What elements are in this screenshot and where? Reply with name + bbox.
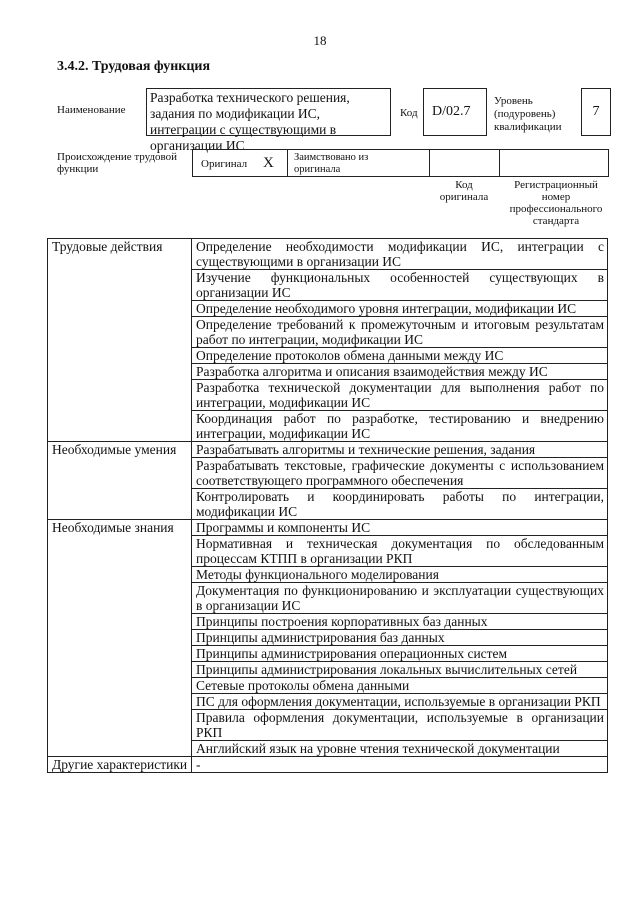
name-label: Наименование <box>57 104 126 116</box>
item-cell: Изучение функциональных особенностей существующих в организации ИС <box>192 270 608 301</box>
item-cell: Правила оформления документации, используемые в организации РКП <box>192 710 608 741</box>
item-cell: Разрабатывать текстовые, графические документы с использованием соответствующего программного обеспечения <box>192 458 608 489</box>
original-cell <box>192 149 288 177</box>
item-cell: Определение необходимости модификации ИС, интеграции с существующими в организации ИС <box>192 239 608 270</box>
category-cell: Другие характеристики <box>48 757 192 773</box>
item-cell: Нормативная и техническая документация по обследованным процессам КТПП в организации РКП <box>192 536 608 567</box>
item-cell: Документация по функционированию и эксплуатации существующих в организации ИС <box>192 583 608 614</box>
table-row <box>48 757 608 773</box>
function-table <box>47 238 608 773</box>
page-number: 18 <box>313 33 327 48</box>
original-code-cell <box>429 149 500 177</box>
category-cell: Необходимые знания <box>48 520 192 757</box>
item-cell: Принципы администрирования баз данных <box>192 630 608 646</box>
table-row <box>48 520 608 536</box>
category-cell: Трудовые действия <box>48 239 192 442</box>
item-cell: Сетевые протоколы обмена данными <box>192 678 608 694</box>
item-cell: Программы и компоненты ИС <box>192 520 608 536</box>
item-cell: Определение необходимого уровня интеграции, модификации ИС <box>192 301 608 317</box>
item-cell: Определение протоколов обмена данными между ИС <box>192 348 608 364</box>
reg-number-cell <box>499 149 609 177</box>
code-label: Код <box>400 107 418 119</box>
item-cell: Принципы построения корпоративных баз данных <box>192 614 608 630</box>
item-cell: - <box>192 757 608 773</box>
original-mark: X <box>263 155 274 171</box>
item-cell: Координация работ по разработке, тестированию и внедрению интеграции, модификации ИС <box>192 411 608 442</box>
item-cell: Определение требований к промежуточным и итоговым результатам работ по интеграции, модификации ИС <box>192 317 608 348</box>
item-cell: Принципы администрирования локальных вычислительных сетей <box>192 662 608 678</box>
item-cell: ПС для оформления документации, используемые в организации РКП <box>192 694 608 710</box>
level-label: Уровень (подуровень) квалификации <box>494 95 562 133</box>
item-cell: Методы функционального моделирования <box>192 567 608 583</box>
item-cell: Разработка технической документации для выполнения работ по интеграции, модификации ИС <box>192 380 608 411</box>
code-value: D/02.7 <box>423 88 487 136</box>
level-value: 7 <box>581 88 611 136</box>
reg-caption: Регистрационный номер профессионального стандарта <box>509 179 603 227</box>
table-row <box>48 442 608 458</box>
section-title: 3.4.2. Трудовая функция <box>57 59 211 74</box>
item-cell: Английский язык на уровне чтения технической документации <box>192 741 608 757</box>
code-caption: Код оригинала <box>439 179 489 203</box>
category-cell: Необходимые умения <box>48 442 192 520</box>
item-cell: Разработка алгоритма и описания взаимодействия между ИС <box>192 364 608 380</box>
borrowed-cell <box>287 149 430 177</box>
borrowed-label: Заимствовано из оригинала <box>294 152 369 175</box>
original-label: Оригинал <box>201 158 248 170</box>
function-name: Разработка технического решения, задания по модификации ИС, интеграции с существующими в организации ИС <box>146 88 391 136</box>
item-cell: Принципы администрирования операционных систем <box>192 646 608 662</box>
item-cell: Разрабатывать алгоритмы и технические решения, задания <box>192 442 608 458</box>
item-cell: Контролировать и координировать работы по интеграции, модификации ИС <box>192 489 608 520</box>
origin-label: Происхождение трудовой функции <box>57 151 178 175</box>
table-row <box>48 239 608 270</box>
